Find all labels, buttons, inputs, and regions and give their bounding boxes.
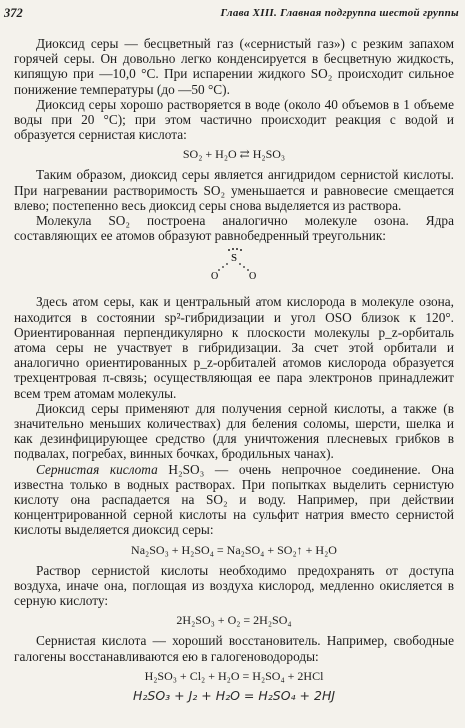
equation-chlorine: H₂SO₃ + Cl₂ + H₂O = H₂SO₄ + 2HCl bbox=[144, 668, 324, 683]
paragraph-so2-properties: Диоксид серы — бесцветный газ («сернистый газ») с резким запахом горячей серы. Он довольно легко конденсируется в бесцветную жидкость, кипящую при —10,0 °С. При испарении жидкого SO₂ происходит сильное понижение температуры (до —50 °С). bbox=[14, 36, 454, 97]
oxygen-atom-left: O bbox=[211, 271, 219, 283]
paragraph-hybridization: Здесь атом серы, как и центральный атом кислорода в молекуле озона, находится в состоянии sp²-гибридизации и угол OSO близок к 120°. Ориентированная перпендикулярно к плоскости молекулы p_z-орбиталь атома серы не участвует в гибридизации. За счет этой орбитали и аналогично ориентированных p_z-орбиталей атомов кислорода образуется трехцентровая π-связь; осуществляющая ее пара электронов принадлежит всем трем атомам молекулы. bbox=[14, 294, 454, 401]
page-number: 372 bbox=[4, 6, 23, 20]
paragraph-so2-solubility: Диоксид серы хорошо растворяется в воде (около 40 объемов в 1 объеме воды при 20 °С); при этом частично происходит реакция с водой и образуется сернистая кислота: bbox=[14, 96, 454, 143]
paragraph-reducer: Сернистая кислота — хороший восстановитель. Например, свободные галогены восстанавливаются ею в галогеноводороды: bbox=[14, 633, 454, 664]
paragraph-molecule-shape: Молекула SO₂ построена аналогично молекуле озона. Ядра составляющих ее атомов образуют равнобедренный треугольник: bbox=[14, 213, 454, 244]
so2-structure-diagram bbox=[209, 246, 259, 286]
running-title: Глава XIII. Главная подгруппа шестой группы bbox=[220, 7, 459, 19]
oxygen-atom-right: O bbox=[249, 271, 257, 283]
running-header bbox=[0, 6, 465, 26]
page-body bbox=[14, 36, 454, 703]
sulfur-atom-label: S bbox=[231, 252, 238, 265]
handwritten-equation-iodine: H₂SO₃ + J₂ + H₂O = H₂SO₄ + 2HJ bbox=[132, 687, 336, 703]
paragraph-applications: Диоксид серы применяют для получения серной кислоты, а также (в значительно меньших количествах) для беления соломы, шерсти, шелка и как дезинфицирующее средство (для уничтожения плесневых грибков в подвалах, погребах, винных бочках, бродильных чанах). bbox=[14, 400, 454, 462]
paragraph-oxidation: Раствор сернистой кислоты необходимо предохранять от доступа воздуха, иначе она, поглощая из воздуха кислород, медленно окисляется в серную кислоту: bbox=[14, 562, 454, 609]
paragraph-sulfurous-acid bbox=[14, 462, 454, 538]
so2-structure-figure bbox=[14, 246, 454, 286]
equation-oxidation: 2H₂SO₃ + O₂ = 2H₂SO₄ bbox=[176, 613, 292, 628]
term-sulfurous-acid: Сернистая кислота bbox=[36, 461, 158, 477]
equation-sulfite-reaction: Na₂SO₃ + H₂SO₄ = Na₂SO₄ + SO₂↑ + H₂O bbox=[131, 542, 337, 557]
paragraph-anhydride: Таким образом, диоксид серы является ангидридом сернистой кислоты. При нагревании растворимость SO₂ уменьшается и равновесие смещается влево; постепенно весь диоксид серы снова выделяется из раствора. bbox=[14, 167, 454, 213]
paragraph-sulfurous-acid-text: H₂SO₃ — очень непрочное соединение. Она известна только в водных растворах. При попытках выделить сернистую кислоту она распадается на SO₂ и воду. Например, при действии концентрированной серной кислоты на сульфит натрия вместо сернистой кислоты выделяется диоксид серы: bbox=[14, 461, 454, 538]
equation-so2-water: SO₂ + H₂O ⇄ H₂SO₃ bbox=[182, 147, 286, 162]
